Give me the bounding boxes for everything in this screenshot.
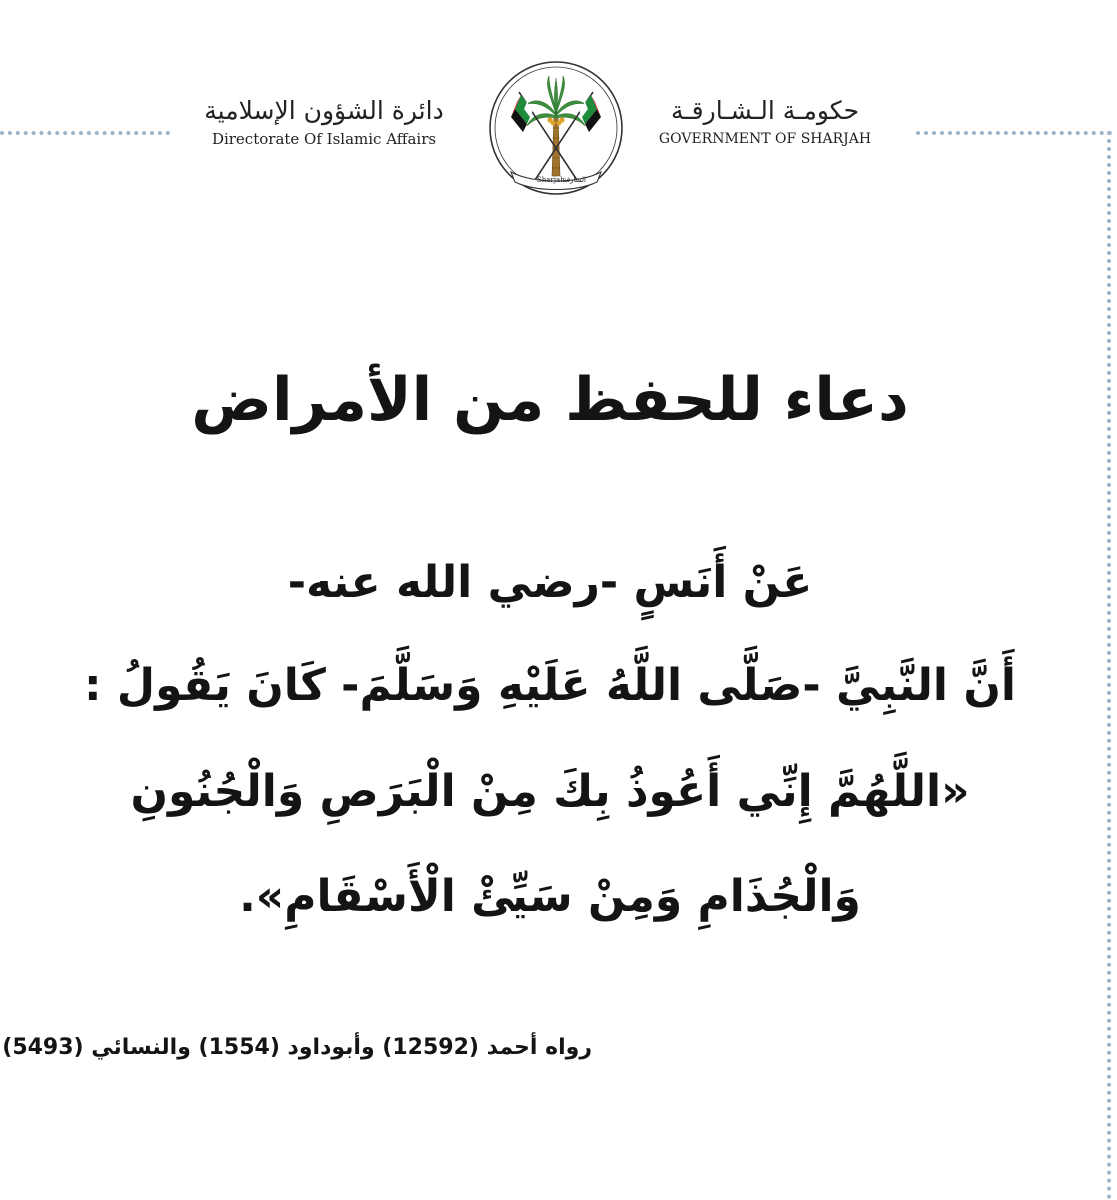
hadith-line-3: «اللَّهُمَّ إِنِّي أَعُوذُ بِكَ مِنْ الْبَرَصِ وَالْجُنُونِ bbox=[130, 766, 970, 817]
emblem-ribbon-text: Sharjah bbox=[537, 176, 565, 184]
hadith-line-1: عَنْ أَنَسٍ -رضي الله عنه- bbox=[287, 557, 813, 608]
directorate-name-en: Directorate Of Islamic Affairs bbox=[211, 130, 437, 148]
dotted-border-right bbox=[1107, 131, 1111, 1200]
hadith-line-2: أَنَّ النَّبِيَّ -صَلَّى اللَّهُ عَلَيْهِ وَسَلَّمَ- كَانَ يَقُولُ : bbox=[84, 660, 1016, 711]
government-header bbox=[630, 94, 900, 150]
hadith-line-4: وَالْجُذَامِ وَمِنْ سَيِّئْ الْأَسْقَامِ». bbox=[239, 871, 861, 922]
hadith-citation: رواه أحمد (12592) وأبوداود (1554) والنسائي (5493) bbox=[2, 1035, 592, 1060]
sharjah-emblem-icon bbox=[487, 58, 625, 198]
directorate-name-ar: دائرة الشؤون الإسلامية bbox=[204, 96, 444, 125]
page-title: دعاء للحفظ من الأمراض bbox=[191, 365, 909, 435]
dotted-border-top-left bbox=[0, 131, 170, 135]
directorate-header bbox=[168, 94, 480, 150]
government-name-ar: حكومـة الـشـارقـة bbox=[670, 96, 860, 125]
government-name-en: GOVERNMENT OF SHARJAH bbox=[658, 131, 872, 147]
emblem-ribbon-text-ar: الشارقة bbox=[563, 176, 586, 184]
dotted-border-top-right bbox=[916, 131, 1112, 135]
